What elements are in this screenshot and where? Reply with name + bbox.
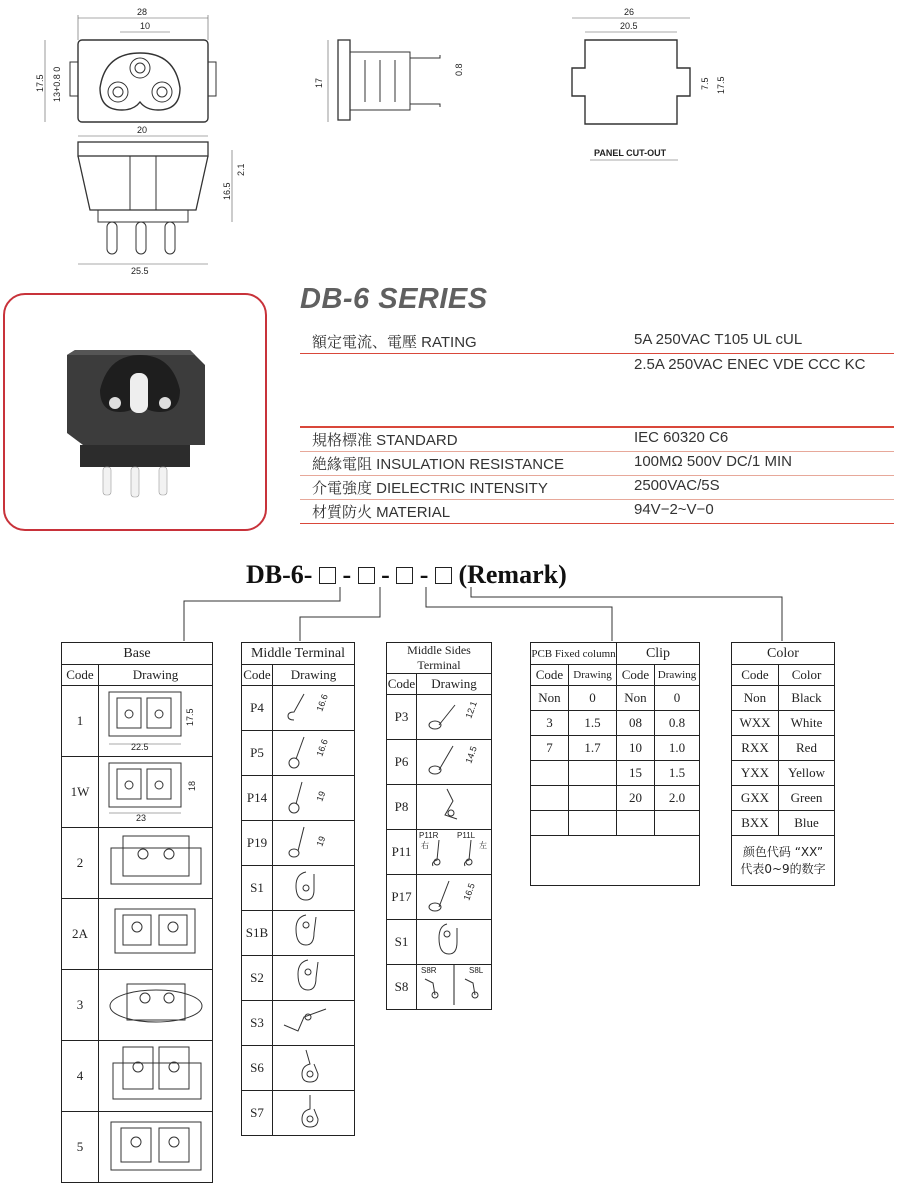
pcb-value: 0 bbox=[569, 686, 617, 711]
col-code: Code bbox=[62, 665, 99, 686]
middle-code: P19 bbox=[242, 821, 273, 866]
variant-label: S8R bbox=[421, 966, 437, 975]
order-prefix: DB-6- bbox=[246, 560, 313, 589]
clip-code: 20 bbox=[617, 786, 655, 811]
base-drawing bbox=[99, 828, 213, 899]
spec-key: 絶緣電阻 INSULATION RESISTANCE bbox=[312, 456, 564, 473]
color-title: Color bbox=[732, 643, 835, 665]
col-drawing: Drawing bbox=[417, 674, 492, 695]
variant-label: S8L bbox=[469, 966, 484, 975]
spec-row-dielectric bbox=[300, 475, 894, 500]
sides-code: P11 bbox=[387, 830, 417, 875]
variant-label: 右 bbox=[421, 841, 429, 850]
color-note bbox=[732, 836, 835, 886]
sides-drawing bbox=[417, 785, 492, 830]
spec-key: 介電強度 DIELECTRIC INTENSITY bbox=[312, 480, 548, 497]
base-code: 2 bbox=[62, 828, 99, 899]
middle-drawing bbox=[273, 776, 355, 821]
clip-value: 0 bbox=[655, 686, 700, 711]
terminal-dim: 16.6 bbox=[313, 692, 330, 713]
middle-code: S6 bbox=[242, 1046, 273, 1091]
middle-code: P4 bbox=[242, 686, 273, 731]
middle-code: P14 bbox=[242, 776, 273, 821]
middle-sides-table bbox=[386, 642, 492, 1010]
color-table bbox=[731, 642, 835, 886]
dim-side-thickness: 0.8 bbox=[454, 63, 464, 76]
empty-cell bbox=[655, 811, 700, 836]
sides-code: P3 bbox=[387, 695, 417, 740]
dim-bottom-h1: 2.1 bbox=[236, 163, 246, 176]
product-photo bbox=[5, 295, 265, 529]
sides-drawing bbox=[417, 695, 492, 740]
sides-code: S1 bbox=[387, 920, 417, 965]
front-view bbox=[35, 7, 216, 122]
clip-value: 1.0 bbox=[655, 736, 700, 761]
clip-code: 10 bbox=[617, 736, 655, 761]
base-table bbox=[61, 642, 213, 1183]
col-code: Code bbox=[732, 665, 779, 686]
base-code: 5 bbox=[62, 1112, 99, 1183]
spec-value: IEC 60320 C6 bbox=[634, 429, 729, 446]
middle-title: Middle Terminal bbox=[242, 643, 355, 665]
empty-cell bbox=[531, 811, 569, 836]
color-name: White bbox=[779, 711, 835, 736]
code-box bbox=[396, 567, 413, 584]
sides-drawing bbox=[417, 965, 492, 1010]
bottom-view bbox=[78, 125, 246, 276]
base-dim: 22.5 bbox=[130, 742, 149, 752]
terminal-dim: 16.5 bbox=[461, 881, 477, 902]
sides-drawing bbox=[417, 740, 492, 785]
color-name: Yellow bbox=[779, 761, 835, 786]
dim-front-width: 28 bbox=[137, 7, 148, 17]
code-box bbox=[435, 567, 452, 584]
pcb-value bbox=[569, 786, 617, 811]
empty-cell bbox=[569, 811, 617, 836]
technical-drawings bbox=[0, 0, 900, 290]
middle-drawing bbox=[273, 1091, 355, 1136]
base-drawing bbox=[99, 757, 213, 828]
pcb-value: 1.5 bbox=[569, 711, 617, 736]
spec-value: 5A 250VAC T105 UL cUL bbox=[634, 331, 803, 348]
col-drawing: Drawing bbox=[99, 665, 213, 686]
pcb-title: PCB Fixed column bbox=[531, 643, 617, 665]
side-view bbox=[314, 40, 464, 122]
sides-code: P6 bbox=[387, 740, 417, 785]
pcb-code bbox=[531, 786, 569, 811]
spec-key: 材質防火 MATERIAL bbox=[312, 504, 451, 521]
middle-code: S1B bbox=[242, 911, 273, 956]
order-sep: - bbox=[381, 560, 390, 589]
color-code: RXX bbox=[732, 736, 779, 761]
middle-drawing bbox=[273, 956, 355, 1001]
base-drawing bbox=[99, 1041, 213, 1112]
terminal-dim: 14.5 bbox=[463, 744, 479, 765]
order-sep: - bbox=[419, 560, 429, 589]
variant-label: P11L bbox=[457, 831, 476, 840]
clip-code: Non bbox=[617, 686, 655, 711]
base-dim: 23 bbox=[135, 813, 146, 823]
pcb-value: 1.7 bbox=[569, 736, 617, 761]
middle-terminal-table bbox=[241, 642, 355, 1136]
col-color: Color bbox=[779, 665, 835, 686]
base-drawing bbox=[99, 899, 213, 970]
dim-bottom-base: 25.5 bbox=[131, 266, 149, 276]
dim-front-height: 17.5 bbox=[35, 74, 45, 92]
col-code: Code bbox=[531, 665, 569, 686]
col-drawing: Drawing bbox=[273, 665, 355, 686]
color-code: Non bbox=[732, 686, 779, 711]
base-dim: 18 bbox=[186, 780, 197, 791]
pcb-code bbox=[531, 761, 569, 786]
col-code: Code bbox=[617, 665, 655, 686]
dim-side-height: 17 bbox=[314, 77, 324, 88]
spec-key: 規格標准 STANDARD bbox=[312, 432, 458, 449]
spec-value: 94V−2~V−0 bbox=[634, 501, 714, 518]
clip-title: Clip bbox=[617, 643, 700, 665]
sides-drawing bbox=[417, 830, 492, 875]
spec-key: 額定電流、電壓 RATING bbox=[312, 334, 477, 351]
middle-drawing bbox=[273, 1046, 355, 1091]
middle-drawing bbox=[273, 1001, 355, 1046]
variant-label: P11R bbox=[419, 831, 439, 840]
base-code: 1 bbox=[62, 686, 99, 757]
sides-code: S8 bbox=[387, 965, 417, 1010]
sides-title: Middle Sides Terminal bbox=[387, 643, 492, 674]
base-drawing bbox=[99, 1112, 213, 1183]
col-drawing: Drawing bbox=[655, 665, 700, 686]
middle-code: S3 bbox=[242, 1001, 273, 1046]
base-drawing bbox=[99, 970, 213, 1041]
base-code: 1W bbox=[62, 757, 99, 828]
dim-panel-inner: 20.5 bbox=[620, 21, 638, 31]
variant-label: 左 bbox=[479, 841, 487, 850]
dim-panel-h1: 7.5 bbox=[700, 77, 710, 90]
series-title: DB-6 SERIES bbox=[300, 283, 488, 315]
order-sep: - bbox=[342, 560, 352, 589]
code-box bbox=[358, 567, 375, 584]
empty-cell bbox=[617, 811, 655, 836]
spec-value: 100MΩ 500V DC/1 MIN bbox=[634, 453, 792, 470]
base-code: 2A bbox=[62, 899, 99, 970]
spec-row-insulation bbox=[300, 451, 894, 476]
empty-cell bbox=[531, 836, 700, 886]
terminal-dim: 19 bbox=[313, 789, 327, 803]
color-name: Blue bbox=[779, 811, 835, 836]
pcb-code: 3 bbox=[531, 711, 569, 736]
base-code: 3 bbox=[62, 970, 99, 1041]
dim-panel-outer: 26 bbox=[624, 7, 635, 17]
color-name: Green bbox=[779, 786, 835, 811]
sides-code: P8 bbox=[387, 785, 417, 830]
pcb-value bbox=[569, 761, 617, 786]
middle-code: P5 bbox=[242, 731, 273, 776]
clip-code: 08 bbox=[617, 711, 655, 736]
code-box bbox=[319, 567, 336, 584]
panel-cutout-label: PANEL CUT-OUT bbox=[594, 148, 667, 158]
middle-drawing bbox=[273, 731, 355, 776]
dim-front-pitch: 10 bbox=[140, 21, 151, 31]
base-title: Base bbox=[62, 643, 213, 665]
panel-cutout bbox=[572, 7, 726, 160]
product-photo-frame bbox=[3, 293, 267, 531]
color-code: WXX bbox=[732, 711, 779, 736]
middle-drawing bbox=[273, 911, 355, 956]
order-remark: (Remark) bbox=[458, 560, 567, 589]
spec-value: 2500VAC/5S bbox=[634, 477, 720, 494]
terminal-dim: 16.6 bbox=[313, 737, 330, 758]
dim-bottom-width: 20 bbox=[137, 125, 148, 135]
terminal-dim: 12.1 bbox=[463, 699, 479, 720]
sides-drawing bbox=[417, 875, 492, 920]
col-code: Code bbox=[387, 674, 417, 695]
col-code: Code bbox=[242, 665, 273, 686]
color-name: Black bbox=[779, 686, 835, 711]
middle-code: S2 bbox=[242, 956, 273, 1001]
pcb-clip-table bbox=[530, 642, 700, 886]
dim-panel-h2: 17.5 bbox=[716, 76, 726, 94]
dim-bottom-h2: 16.5 bbox=[222, 182, 232, 200]
base-drawing bbox=[99, 686, 213, 757]
dim-front-side: 13+0.8 0 bbox=[52, 66, 62, 102]
clip-value: 0.8 bbox=[655, 711, 700, 736]
clip-value: 1.5 bbox=[655, 761, 700, 786]
middle-code: S7 bbox=[242, 1091, 273, 1136]
base-dim: 17.5 bbox=[184, 708, 195, 726]
connector-lines bbox=[0, 585, 900, 645]
color-code: BXX bbox=[732, 811, 779, 836]
middle-drawing bbox=[273, 866, 355, 911]
clip-value: 2.0 bbox=[655, 786, 700, 811]
middle-code: S1 bbox=[242, 866, 273, 911]
spec-row-material bbox=[300, 499, 894, 524]
base-code: 4 bbox=[62, 1041, 99, 1112]
pcb-code: Non bbox=[531, 686, 569, 711]
sides-code: P17 bbox=[387, 875, 417, 920]
color-code: YXX bbox=[732, 761, 779, 786]
spec-value-2: 2.5A 250VAC ENEC VDE CCC KC bbox=[634, 356, 866, 373]
pcb-code: 7 bbox=[531, 736, 569, 761]
color-name: Red bbox=[779, 736, 835, 761]
sides-drawing bbox=[417, 920, 492, 965]
col-drawing: Drawing bbox=[569, 665, 617, 686]
spec-row-rating bbox=[300, 329, 894, 354]
middle-drawing bbox=[273, 686, 355, 731]
color-note-line2: 代表0~9的数字 bbox=[740, 861, 826, 876]
spec-row-standard bbox=[300, 427, 894, 452]
color-note-line1: 颜色代码 “XX” bbox=[742, 844, 824, 859]
clip-code: 15 bbox=[617, 761, 655, 786]
terminal-dim: 19 bbox=[313, 834, 327, 848]
middle-drawing bbox=[273, 821, 355, 866]
color-code: GXX bbox=[732, 786, 779, 811]
